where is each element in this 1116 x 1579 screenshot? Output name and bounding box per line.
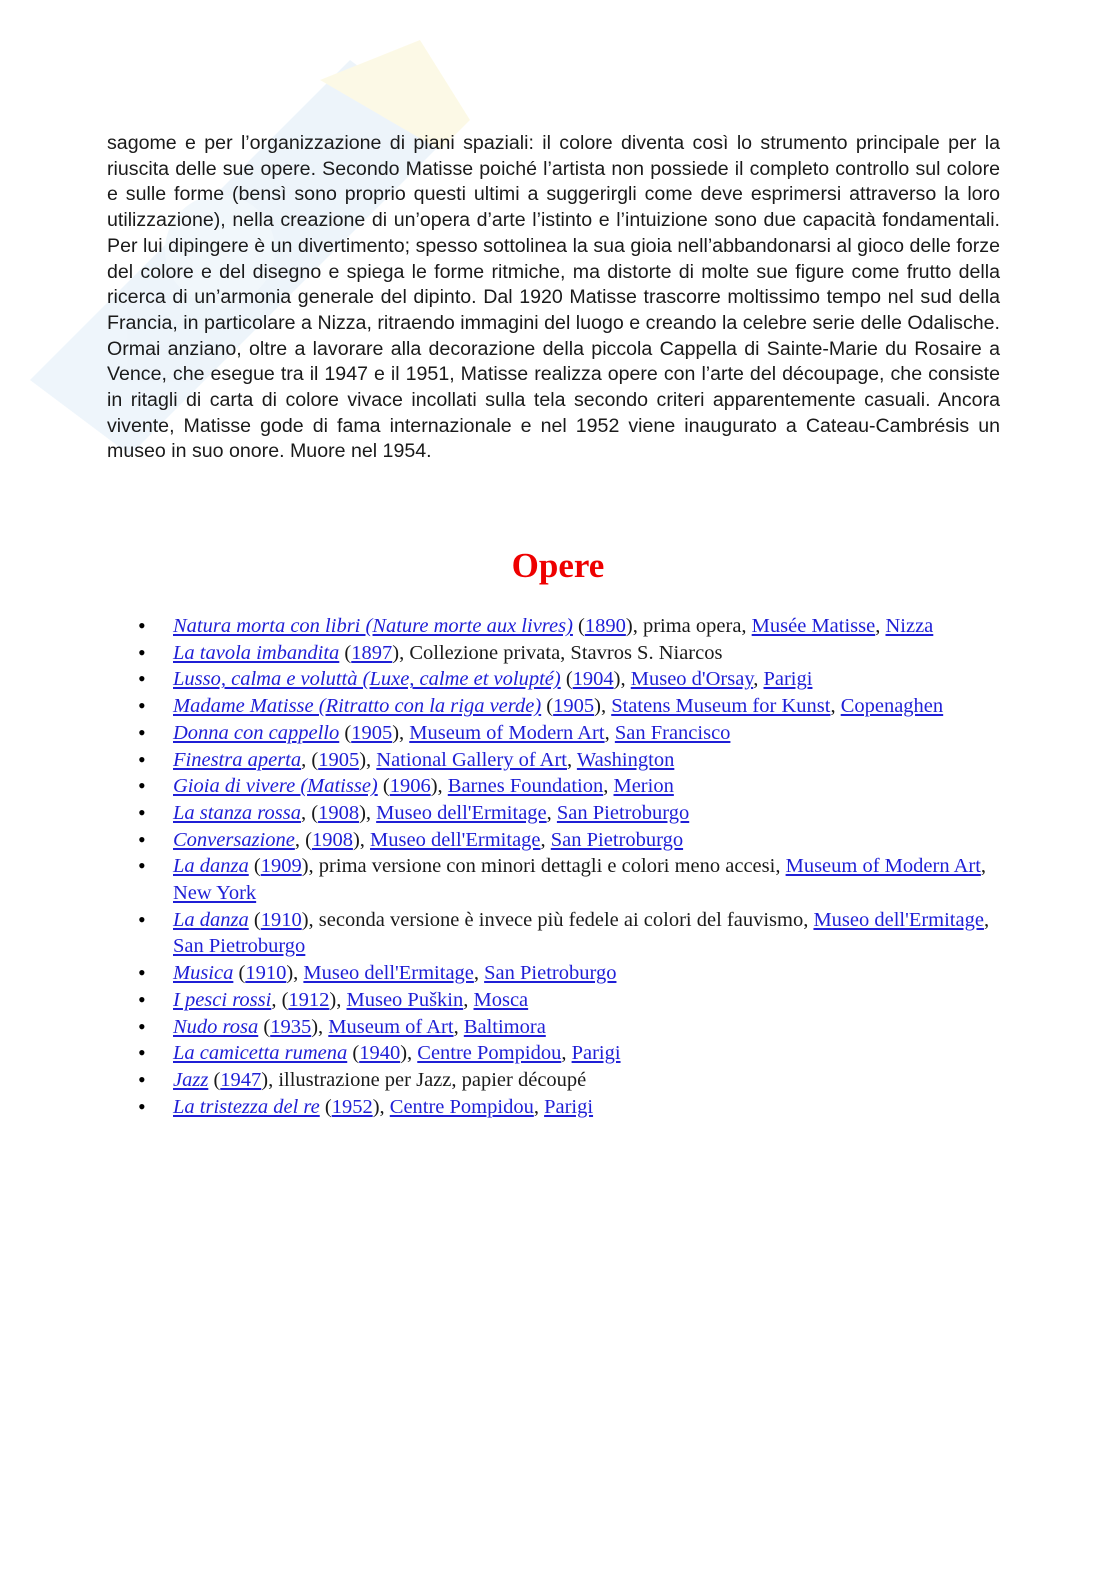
work-title-link[interactable]: La camicetta rumena: [173, 1042, 348, 1065]
work-title-link[interactable]: Donna con cappello: [173, 721, 340, 744]
museum-link[interactable]: Centre Pompidou: [417, 1042, 562, 1065]
separator: (: [339, 641, 352, 664]
list-item: [138, 986, 1013, 1014]
bullet-icon: •: [138, 639, 146, 665]
list-item: [138, 666, 1013, 693]
work-title-link[interactable]: La danza: [173, 855, 249, 878]
work-title-link[interactable]: Nudo rosa: [173, 1015, 259, 1038]
separator: ),: [430, 775, 448, 798]
separator: ),: [392, 721, 410, 744]
museum-link[interactable]: Museo dell'Ermitage: [303, 962, 474, 985]
museum-link[interactable]: Museo dell'Ermitage: [370, 828, 541, 851]
separator: ,: [540, 828, 551, 851]
work-title-link[interactable]: La stanza rossa: [173, 801, 301, 824]
work-year-link[interactable]: 1910: [260, 908, 302, 931]
city-link[interactable]: Parigi: [571, 1042, 621, 1065]
museum-link[interactable]: National Gallery of Art: [376, 748, 567, 771]
separator: ),: [352, 828, 371, 851]
work-year-link[interactable]: 1908: [318, 801, 360, 824]
list-item: [138, 613, 1013, 640]
work-title-link[interactable]: Conversazione: [173, 828, 295, 851]
city-link[interactable]: New York: [173, 882, 257, 905]
museum-link[interactable]: Musée Matisse: [751, 615, 876, 637]
work-note: illustrazione per Jazz, papier découpé: [278, 1068, 587, 1091]
bullet-icon: •: [138, 613, 146, 638]
separator: (: [347, 1042, 360, 1065]
work-note: seconda versione è invece più fedele ai colori del fauvismo,: [318, 908, 814, 931]
bullet-icon: •: [138, 986, 146, 1012]
city-link[interactable]: San Pietroburgo: [550, 828, 684, 851]
list-item: [138, 639, 1013, 667]
list-item: [138, 693, 1013, 720]
works-list: [138, 613, 1013, 1120]
separator: ),: [286, 962, 304, 985]
city-link[interactable]: Nizza: [885, 615, 934, 637]
bullet-icon: •: [138, 666, 146, 692]
body-paragraph: sagome e per l’organizzazione di piani spaziali: il colore diventa così lo strumento principale per la riuscita delle sue opere. Secondo Matisse poiché l’artista non possiede il completo controllo sul colore e sulle forme (bensì sono proprio questi ultimi a suggerirgli come deve esprimersi attraverso la loro utilizzazione), nella creazione di un’opera d’arte l’istinto e l’intuizione sono due capacità fondamentali. Per lui dipingere è un divertimento; spesso sottolinea la sua gioia nell’abbandonarsi al gioco delle forze del colore e del disegno e spiega le forme ritmiche, ma distorte di molte sue figure come frutto della ricerca di un’armonia generale del dipinto. Dal 1920 Matisse trascorre moltissimo tempo nel sud della Francia, in particolare a Nizza, ritraendo immagini del luogo e creando la celebre serie delle Odalische. Ormai anziano, oltre a lavorare alla decorazione della piccola Cappella di Sainte-Marie du Rosaire a Vence, che esegue tra il 1947 e il 1951, Matisse realizza opere con l’arte del découpage, che consiste in ritagli di carta di colore vivace incollati sulla tela secondo criteri apparentemente casuali. Ancora vivente, Matisse gode di fama internazionale e nel 1952 viene inaugurato a Cateau-Cambrésis un museo in suo onore. Muore nel 1954.: [107, 132, 1000, 463]
bullet-icon: •: [138, 773, 146, 799]
list-item: [138, 1040, 1013, 1067]
work-title-link[interactable]: La danza: [173, 908, 249, 931]
bullet-icon: •: [138, 960, 146, 986]
city-link[interactable]: Mosca: [473, 988, 529, 1011]
bullet-icon: •: [138, 906, 146, 932]
separator: ),: [359, 748, 377, 771]
separator: (: [572, 615, 585, 637]
separator: ),: [372, 1095, 390, 1118]
separator: , (: [301, 748, 319, 771]
separator: ,: [604, 721, 615, 744]
work-year-link[interactable]: 1906: [389, 775, 431, 798]
separator: ,: [753, 668, 764, 691]
separator: ,: [533, 1095, 545, 1118]
separator: (: [339, 721, 352, 744]
museum-link[interactable]: Museo dell'Ermitage: [376, 801, 547, 824]
list-item: [138, 1093, 1013, 1121]
separator: ,: [567, 748, 577, 771]
list-item: [138, 960, 1013, 987]
bullet-icon: •: [138, 1013, 146, 1039]
work-title-link[interactable]: La tavola imbandita: [173, 641, 340, 664]
separator: (: [319, 1095, 332, 1118]
bullet-icon: •: [138, 853, 146, 879]
museum-link[interactable]: Museo Puškin: [346, 988, 464, 1011]
separator: ,: [980, 855, 987, 878]
museum-link[interactable]: Statens Museum for Kunst: [611, 695, 831, 718]
list-item: [138, 799, 1013, 827]
museum-link[interactable]: Barnes Foundation: [447, 775, 604, 798]
museum-link[interactable]: Museum of Art: [328, 1015, 454, 1038]
separator: ),: [625, 615, 643, 637]
separator: ,: [561, 1042, 572, 1065]
bullet-icon: •: [138, 1040, 146, 1066]
separator: ,: [983, 908, 990, 931]
list-item: [138, 1066, 1013, 1094]
list-item: [138, 1013, 1013, 1041]
separator: , (: [271, 988, 289, 1011]
museum-link[interactable]: Museum of Modern Art: [785, 855, 981, 878]
separator: (: [541, 695, 554, 718]
work-year-link[interactable]: 1905: [318, 748, 360, 771]
work-year-link[interactable]: 1905: [553, 695, 595, 718]
separator: ),: [261, 1068, 279, 1091]
separator: ,: [463, 988, 474, 1011]
work-year-link[interactable]: 1947: [220, 1068, 262, 1091]
work-title-link[interactable]: Musica: [173, 962, 234, 985]
work-year-link[interactable]: 1935: [270, 1015, 312, 1038]
list-item: [138, 746, 1013, 774]
work-title-link[interactable]: Natura morta con libri (Nature morte aux livres): [173, 615, 573, 637]
work-year-link[interactable]: 1890: [584, 615, 626, 637]
separator: ,: [603, 775, 614, 798]
work-year-link[interactable]: 1910: [245, 962, 287, 985]
city-link[interactable]: Washington: [576, 748, 675, 771]
list-item: [138, 826, 1013, 854]
separator: ),: [359, 801, 377, 824]
work-note: prima versione con minori dettagli e colori meno accesi,: [318, 855, 786, 878]
museum-link[interactable]: Centre Pompidou: [389, 1095, 534, 1118]
separator: (: [560, 668, 573, 691]
work-year-link[interactable]: 1905: [351, 721, 393, 744]
city-link[interactable]: Baltimora: [463, 1015, 546, 1038]
separator: ),: [301, 908, 319, 931]
work-year-link[interactable]: 1897: [351, 641, 393, 664]
separator: (: [258, 1015, 271, 1038]
bullet-icon: •: [138, 799, 146, 825]
bullet-icon: •: [138, 746, 146, 772]
separator: (: [377, 775, 390, 798]
section-heading-opere: Opere: [511, 546, 605, 585]
bullet-icon: •: [138, 1066, 146, 1092]
work-year-link[interactable]: 1909: [260, 855, 302, 878]
museum-link[interactable]: Museum of Modern Art: [409, 721, 605, 744]
work-year-link[interactable]: 1908: [311, 828, 353, 851]
separator: ),: [329, 988, 347, 1011]
work-title-link[interactable]: Gioia di vivere (Matisse): [173, 775, 378, 798]
list-item: [138, 906, 1013, 960]
separator: ),: [311, 1015, 329, 1038]
museum-link[interactable]: Museo dell'Ermitage: [813, 908, 984, 931]
work-title-link[interactable]: Jazz: [173, 1068, 209, 1091]
bullet-icon: •: [138, 1093, 146, 1119]
work-year-link[interactable]: 1904: [572, 668, 614, 691]
separator: ,: [875, 615, 886, 637]
bullet-icon: •: [138, 719, 146, 745]
city-link[interactable]: San Francisco: [614, 721, 731, 744]
work-title-link[interactable]: La tristezza del re: [173, 1095, 320, 1118]
separator: (: [208, 1068, 221, 1091]
separator: ,: [453, 1015, 464, 1038]
separator: , (: [294, 828, 312, 851]
work-year-link[interactable]: 1952: [331, 1095, 373, 1118]
city-link[interactable]: Merion: [613, 775, 674, 798]
city-link[interactable]: Copenaghen: [840, 695, 944, 718]
separator: (: [248, 908, 261, 931]
separator: (: [233, 962, 246, 985]
separator: ,: [473, 962, 485, 985]
work-title-link[interactable]: Finestra aperta: [173, 748, 302, 771]
work-year-link[interactable]: 1912: [288, 988, 330, 1011]
separator: ),: [594, 695, 612, 718]
separator: (: [248, 855, 261, 878]
list-item: [138, 853, 1013, 906]
separator: ),: [613, 668, 631, 691]
museum-link[interactable]: Museo d'Orsay: [630, 668, 754, 691]
work-title-link[interactable]: I pesci rossi: [173, 988, 272, 1011]
separator: ),: [392, 641, 410, 664]
separator: , (: [300, 801, 319, 824]
city-link[interactable]: Parigi: [763, 668, 813, 691]
separator: ),: [301, 855, 319, 878]
city-link[interactable]: San Pietroburgo: [556, 801, 690, 824]
list-item: [138, 773, 1013, 800]
separator: ),: [400, 1042, 418, 1065]
separator: ,: [546, 801, 557, 824]
city-link[interactable]: San Pietroburgo: [173, 935, 306, 958]
city-link[interactable]: Parigi: [544, 1095, 594, 1118]
bullet-icon: •: [138, 826, 146, 852]
city-link[interactable]: San Pietroburgo: [484, 962, 617, 985]
work-note: Collezione privata, Stavros S. Niarcos: [409, 641, 723, 664]
work-note: prima opera,: [642, 615, 752, 637]
work-year-link[interactable]: 1940: [359, 1042, 401, 1065]
list-item: [138, 719, 1013, 747]
work-title-link[interactable]: Madame Matisse (Ritratto con la riga verde): [173, 695, 542, 718]
bullet-icon: •: [138, 693, 146, 719]
work-title-link[interactable]: Lusso, calma e voluttà (Luxe, calme et volupté): [173, 668, 561, 691]
separator: ,: [830, 695, 841, 718]
